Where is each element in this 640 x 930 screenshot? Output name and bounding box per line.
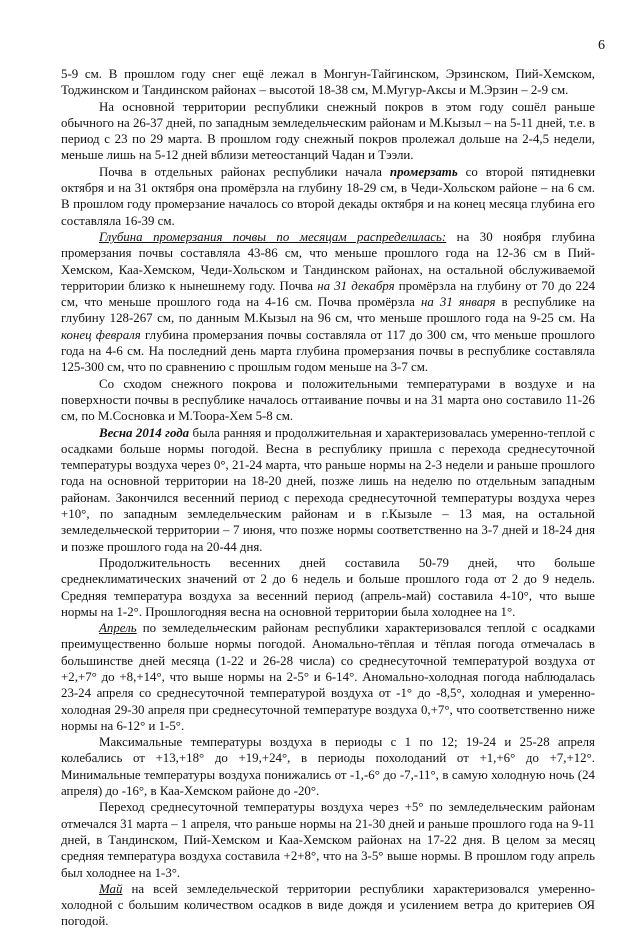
body-text [61,66,595,930]
p4-text-a: на 30 ноября глубина промерзания почвы составляла 43-86 см, что меньше прошлого года на 12-36 см в Пий-Хемском, Каа-Хемском, Чеди-Хольском и Тандинском районах, на остальной обслуживаемой территории близко к нынешнему году. Почва [61,229,596,293]
paragraph-9: Максимальные температуры воздуха в периоды с 1 по 12; 19-24 и 25-28 апреля колебались от +13,+18° до +19,+24°, в периоды похолоданий от +1,+6° до +7,+12°. Минимальные температуры воздуха понижались от -1,-6° до -7,-11°, в самую холодную ночь (24 апреля) до -16°, в Каа-Хемском районе до -20°. [61,735,595,799]
p4-heading: Глубина промерзания почвы по месяцам распределилась: [99,229,447,244]
paragraph-6 [61,425,595,555]
p3-text-a: Почва в отдельных районах республики начала [99,164,390,179]
paragraph-7: Продолжительность весенних дней составила 50-79 дней, что больше среднеклиматических значений от 2 до 6 недель и больше прошлого года от 2 до 9 недель. Средняя температура воздуха за весенний период (апрель-май) составила 4-10°, что выше нормы на 1-2°. Прошлогодняя весна на основной территории была холоднее на 1°. [61,555,595,619]
p6-text: была ранняя и продолжительная и характеризовалась умеренно-теплой с осадками больше нормы погодой. Весна в республику пришла с перехода среднесуточной температуры воздуха через 0°, 21-24 марта, что раньше нормы на 2-3 недели и раньше прошлого года на основной территории на 18-20 дней, позже лишь на неделю по отдельным западным районам. Закончился весенний период с перехода среднесуточной температуры воздуха через +10°, по западным земледельческим районам и в г.Кызыле – 13 мая, на остальной земледельческой территории – 7 июня, что позже нормы соответственно на 3-7 дней и 18-24 дня и позже прошлого года на 20-44 дня. [61,425,595,554]
page-number: 6 [598,38,605,53]
paragraph-1: 5-9 см. В прошлом году снег ещё лежал в Монгун-Тайгинском, Эрзинском, Пий-Хемском, Тоджинском и Тандинском районах – высотой 18-38 см, М.Мугур-Аксы и М.Эрзин – 2-9 см. [61,67,595,98]
paragraph-8 [61,620,595,734]
p3-emphasis: промерзать [389,164,458,179]
p4-date-jan: на 31 января [420,295,496,310]
p8-heading: Апрель [99,621,137,636]
paragraph-4 [61,229,595,376]
p11-heading: Май [99,881,123,896]
paragraph-5: Со сходом снежного покрова и положительными температурами в воздухе и на поверхности почвы в республике началось оттаивание почвы и на 31 марта оно составило 11-26 см, по М.Сосновка и М.Тоора-Хем 5-8 см. [61,376,595,424]
p3-text-b: со второй пятидневки октября и на 31 октября она промёрзла на глубину 18-29 см, в Чеди-Хольском районе – на 6 см. В прошлом году промерзание началось со второй декады октября и на конец месяца глубина его составляла 16-39 см. [61,164,595,228]
paragraph-11 [61,881,595,930]
p4-text-b: промёрзла на глубину от 70 до 224 см, что меньше прошлого года на 4-16 см. Почва промёрзла [61,278,596,310]
p8-text: по земледельческим районам республики характеризовался теплой с осадками преимущественно больше нормы погодой. Аномально-тёплая и тёплая погода отмечалась в большинстве дней месяца (1-22 и 26-28 числа) со среднесуточной температурой воздуха от +2,+7° до +8,+14°, что выше нормы на 2-5° и 6-14°. Аномально-холодная погода наблюдалась 23-24 апреля со среднесуточной температурой воздуха от -1° до -8,5°, холодная и умеренно-холодная 29-30 апреля при среднесуточной температуре воздуха 0,+7°, что соответственно ниже нормы на 6-12° и 1-5°. [61,621,595,733]
p4-text-d: глубина промерзания почвы составляла от 117 до 300 см, что меньше прошлого года на 4-6 см. На последний день марта глубина промерзания почвы в республике составляла 125-300 см, что по сравнению с прошлым годом меньше на 3-7 см. [61,327,595,375]
p6-heading: Весна 2014 года [99,425,190,440]
p4-date-feb: конец февраля [61,327,141,342]
p4-date-dec: на 31 декабря [317,278,395,293]
p4-text-c: в республике на глубину 128-267 см, по данным М.Кызыл на 96 см, что меньше прошлого года на 9-25 см. На [61,295,595,326]
paragraph-2: На основной территории республики снежный покров в этом году сошёл раньше обычного на 26-37 дней, по западным земледельческим районам и М.Кызыл – на 5-11 дней, т.е. в период с 23 по 29 марта. В прошлом году снежный покров пролежал дольше на 2-4,5 недели, меньше лишь на 5-12 дней вблизи метеостанций Чадан и Тээли. [61,99,595,163]
paragraph-10: Переход среднесуточной температуры воздуха через +5° по земледельческим районам отмечался 31 марта – 1 апреля, что раньше нормы на 21-30 дней и раньше прошлого года на 9-11 дней, в Тандинском, Пий-Хемском и Каа-Хемском районах на 17-22 дня. В целом за месяц средняя температура воздуха составила +2+8°, что на 3-5° выше нормы. В прошлом году апрель был холоднее на 1-3°. [61,800,595,880]
paragraph-3 [61,164,595,229]
p11-text: на всей земледельческой территории республики характеризовался умеренно-холодной с большим количеством осадков в виде дождя и усилением ветра до критериев ОЯ погодой. [61,881,595,929]
